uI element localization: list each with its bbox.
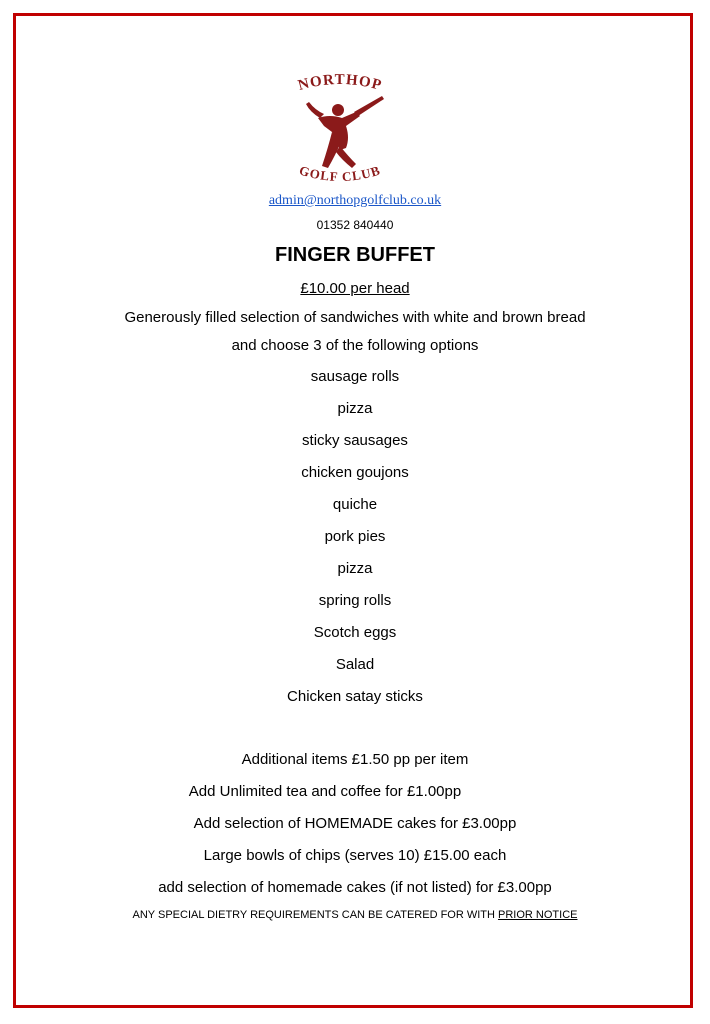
menu-option: chicken goujons [301,464,409,481]
svg-text:NORTHOP [296,74,383,94]
page-title: FINGER BUFFET [275,244,435,266]
dietary-note-text: ANY SPECIAL DIETRY REQUIREMENTS CAN BE CATERED FOR WITH [132,909,499,921]
menu-option: pork pies [324,528,386,545]
menu-option: quiche [332,496,378,513]
intro-line-2: and choose 3 of the following options [231,337,479,354]
extra-item: add selection of homemade cakes (if not listed) for £3.00pp [158,879,552,896]
extra-item: Large bowls of chips (serves 10) £15.00 each [203,847,507,864]
email-link[interactable]: admin@northopgolfclub.co.uk [268,193,442,208]
intro-line-1: Generously filled selection of sandwiches with white and brown bread [124,309,586,326]
extra-item: Add selection of HOMEMADE cakes for £3.00pp [193,815,517,832]
menu-option: sausage rolls [310,368,400,385]
menu-option: sticky sausages [302,432,408,449]
menu-option: pizza [337,560,373,577]
menu-option: Salad [335,656,375,673]
extra-item: Add Unlimited tea and coffee for £1.00pp [188,783,462,800]
dietary-note [0,909,710,921]
menu-option: spring rolls [318,592,392,609]
extra-item: Additional items £1.50 pp per item [241,751,469,768]
svg-text:GOLF CLUB [298,162,383,184]
menu-option: Scotch eggs [313,624,397,641]
logo-bottom-text: GOLF CLUB [297,162,383,185]
price-per-head: £10.00 per head [300,280,410,297]
menu-option: pizza [337,400,373,417]
golfer-icon [306,96,384,168]
menu-option: Chicken satay sticks [287,688,423,705]
golf-club-logo [270,74,410,192]
logo-top-text: NORTHOP [296,74,384,95]
phone-number: 01352 840440 [316,218,394,232]
prior-notice-text: PRIOR NOTICE [498,909,578,921]
